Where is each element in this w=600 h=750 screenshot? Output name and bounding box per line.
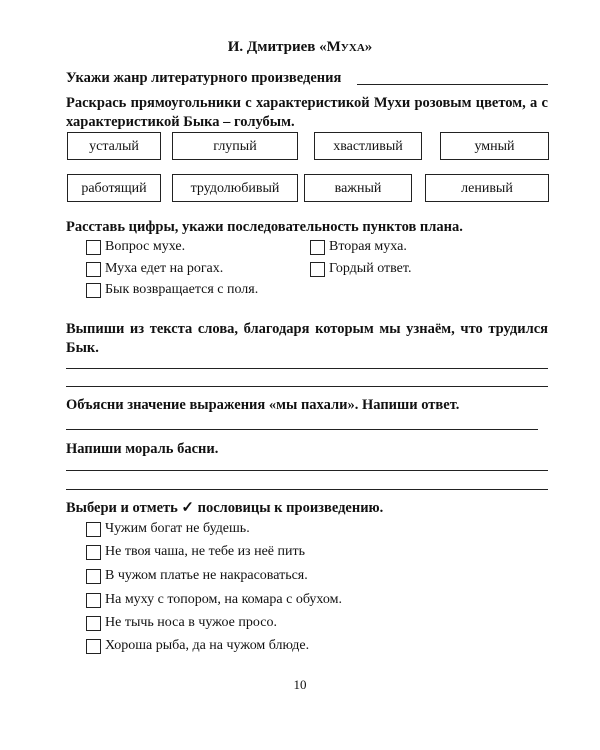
word-box-0[interactable]: усталый (67, 132, 161, 160)
word-box-3[interactable]: умный (440, 132, 549, 160)
answer-line[interactable] (66, 429, 538, 430)
word-box-5[interactable]: трудолюбивый (172, 174, 298, 202)
plan-item (86, 282, 258, 298)
author-name: И. Дмитриев (227, 39, 316, 55)
question-proverbs (66, 499, 383, 518)
question-expression: Объясни значение выражения «мы пахали». Напиши ответ. (66, 397, 460, 413)
checkbox[interactable] (86, 240, 101, 255)
word-box-6[interactable]: важный (304, 174, 412, 202)
plan-item (310, 239, 407, 255)
checkbox[interactable] (86, 593, 101, 608)
word-box-1[interactable]: глупый (172, 132, 298, 160)
proverb-item (86, 521, 250, 537)
plan-item-label: Бык возвращается с поля. (105, 282, 259, 297)
page-number: 10 (293, 677, 307, 692)
answer-line[interactable] (66, 368, 548, 369)
plan-item-label: Гордый ответ. (329, 261, 412, 276)
page-title (0, 39, 600, 56)
proverb-label: Хороша рыба, да на чужом блюде. (105, 638, 310, 653)
proverb-label: Не тычь носа в чужое просо. (105, 615, 277, 630)
question-plan: Расставь цифры, укажи последовательность пунктов плана. (66, 219, 463, 235)
word-box-7[interactable]: ленивый (425, 174, 549, 202)
question-words-bull: Выпиши из текста слова, благодаря которым мы узнаём, что трудился Бык. (66, 321, 548, 356)
proverb-item (86, 615, 277, 631)
proverb-item (86, 544, 305, 560)
checkbox[interactable] (86, 283, 101, 298)
question-proverbs-end: пословицы к произведению. (197, 500, 384, 516)
answer-line[interactable] (66, 386, 548, 387)
proverb-label: В чужом платье не накрасоваться. (105, 568, 308, 583)
word-box-4[interactable]: работящий (67, 174, 161, 202)
checkmark-icon: ✓ (181, 500, 194, 516)
proverb-item (86, 568, 308, 584)
proverb-label: На муху с топором, на комара с обухом. (105, 592, 342, 607)
question-proverbs-start: Выбери и отметь (66, 500, 178, 516)
plan-item (310, 261, 411, 277)
plan-item-label: Вторая муха. (329, 239, 407, 254)
checkbox[interactable] (86, 262, 101, 277)
question-color: Раскрась прямоугольники с характеристикой Мухи розовым цветом, а с характеристикой Быка – голубым. (66, 95, 548, 130)
checkbox[interactable] (86, 569, 101, 584)
plan-item (86, 239, 185, 255)
question-moral: Напиши мораль басни. (66, 441, 219, 457)
checkbox[interactable] (86, 616, 101, 631)
answer-line[interactable] (66, 489, 548, 490)
question-genre: Укажи жанр литературного произведения (66, 70, 342, 86)
proverb-item (86, 592, 342, 608)
checkbox[interactable] (86, 639, 101, 654)
checkbox[interactable] (310, 240, 325, 255)
proverb-item (86, 638, 309, 654)
checkbox[interactable] (86, 522, 101, 537)
answer-line-genre[interactable] (357, 84, 548, 85)
checkbox[interactable] (310, 262, 325, 277)
work-title: «Муха» (319, 39, 373, 55)
answer-line[interactable] (66, 470, 548, 471)
plan-item (86, 261, 223, 277)
checkbox[interactable] (86, 545, 101, 560)
plan-item-label: Муха едет на рогах. (105, 261, 224, 276)
proverb-label: Не твоя чаша, не тебе из неё пить (105, 544, 305, 559)
word-box-2[interactable]: хвастливый (314, 132, 422, 160)
proverb-label: Чужим богат не будешь. (105, 521, 250, 536)
plan-item-label: Вопрос мухе. (105, 239, 186, 254)
